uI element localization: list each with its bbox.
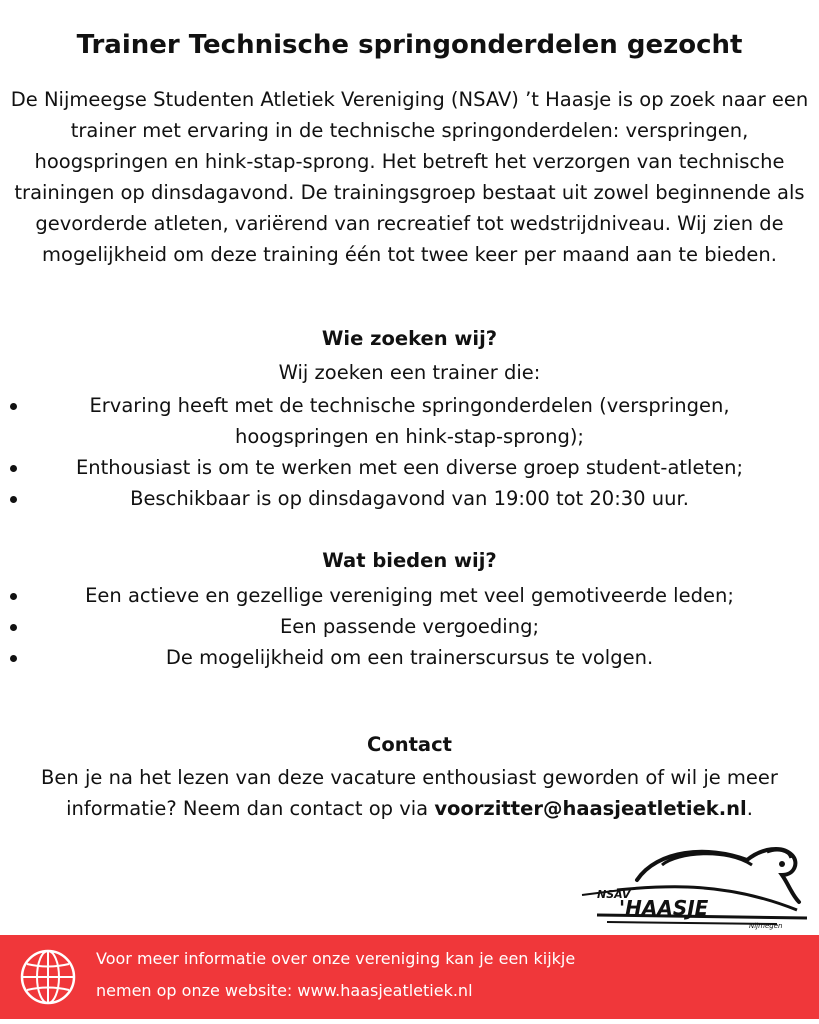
who-list xyxy=(0,390,819,514)
logo-name-text: 'HAASJE xyxy=(619,896,709,920)
bullet-icon xyxy=(10,593,17,600)
page-title: Trainer Technische springonderdelen gezocht xyxy=(76,30,743,60)
club-logo xyxy=(577,840,812,930)
contact-email[interactable]: voorzitter@haasjeatletiek.nl xyxy=(434,797,747,820)
logo-nsav-text: NSAV xyxy=(597,888,631,901)
who-heading: Wie zoeken wij? xyxy=(321,327,498,350)
list-item: Een actieve en gezellige vereniging met veel gemotiveerde leden; xyxy=(0,580,819,611)
list-item: Beschikbaar is op dinsdagavond van 19:00 tot 20:30 uur. xyxy=(0,483,819,514)
bullet-icon xyxy=(10,403,17,410)
bullet-icon xyxy=(10,496,17,503)
footer-text: Voor meer informatie over onze vereniging kan je een kijkje nemen op onze website: www.haasjeatletiek.nl xyxy=(96,943,575,1007)
list-item: De mogelijkheid om een trainerscursus te volgen. xyxy=(0,642,819,673)
who-lead: Wij zoeken een trainer die: xyxy=(278,361,541,384)
globe-icon xyxy=(18,947,78,1007)
bullet-icon xyxy=(10,465,17,472)
list-item: Enthousiast is om te werken met een diverse groep student-atleten; xyxy=(0,452,819,483)
contact-text: Ben je na het lezen van deze vacature enthousiast geworden of wil je meer informatie? Neem dan contact op via voorzitter@haasjeatletiek.nl. xyxy=(41,766,778,820)
offer-list xyxy=(0,580,819,673)
footer-banner xyxy=(0,935,819,1019)
offer-heading: Wat bieden wij? xyxy=(322,549,497,572)
logo-city-text: Nijmegen xyxy=(749,922,783,930)
bullet-icon xyxy=(10,655,17,662)
list-item: Ervaring heeft met de technische springonderdelen (verspringen, hoogspringen en hink-stap-sprong); xyxy=(0,390,819,452)
hare-logo-icon xyxy=(577,840,812,930)
contact-heading: Contact xyxy=(367,733,452,756)
website-link[interactable]: nemen op onze website: www.haasjeatletiek.nl xyxy=(96,981,473,1000)
list-item: Een passende vergoeding; xyxy=(0,611,819,642)
bullet-icon xyxy=(10,624,17,631)
intro-paragraph: De Nijmeegse Studenten Atletiek Vereniging (NSAV) ’t Haasje is op zoek naar een trainer met ervaring in de technische springonderdelen: verspringen, hoogspringen en hink-stap-sprong. Het betreft het verzorgen van technische trainingen op dinsdagavond. De trainingsgroep bestaat uit zowel beginnende als gevorderde atleten, variërend van recreatief tot wedstrijdniveau. Wij zien de mogelijkheid om deze training één tot twee keer per maand aan te bieden. xyxy=(10,88,809,266)
